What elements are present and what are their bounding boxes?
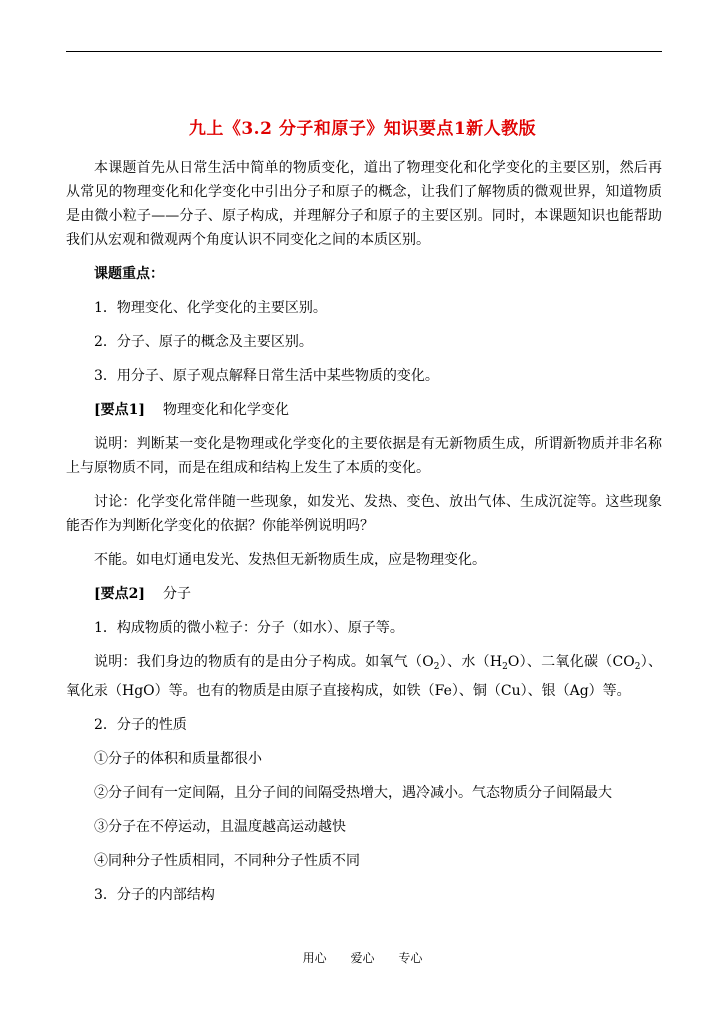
explain-text: ）、氧化汞（HgO）等。也有的物质是由原子直接构成，如铁（Fe）、铜（Cu）、银（Ag）等。 — [66, 654, 663, 699]
header-rule — [66, 51, 662, 52]
property-item: ③分子在不停运动，且温度越高运动越快 — [94, 819, 346, 835]
point2-label: [要点2] — [94, 586, 145, 602]
point1-heading — [66, 398, 662, 422]
key-points-heading: 课题重点： — [94, 266, 164, 282]
point1-explain: 说明：判断某一变化是物理或化学变化的主要依据是有无新物质生成，所谓新物质并非名称上与原物质不同，而是在组成和结构上发生了本质的变化。 — [66, 436, 662, 476]
point2-item2: 2．分子的性质 — [94, 717, 187, 733]
intro-paragraph: 本课题首先从日常生活中简单的物质变化，道出了物理变化和化学变化的主要区别，然后再从常见的物理变化和化学变化中引出分子和原子的概念，让我们了解物质的微观世界，知道物质是由微小粒子——分子、原子构成，并理解分子和原子的主要区别。同时，本课题知识也能帮助我们从宏观和微观两个角度认识不同变化之间的本质区别。 — [66, 160, 662, 248]
page-title: 九上《3.2 分子和原子》知识要点1新人教版 — [188, 119, 537, 139]
point1-discuss: 讨论：化学变化常伴随一些现象，如发光、发热、变色、放出气体、生成沉淀等。这些现象能否作为判断化学变化的依据？你能举例说明吗？ — [66, 494, 662, 534]
footer-text: 专心 — [398, 951, 423, 965]
point2-heading — [66, 582, 662, 606]
page-footer — [0, 949, 725, 966]
footer-text: 用心 — [302, 951, 327, 965]
point2-item3: 3．分子的内部结构 — [94, 887, 215, 903]
point1-label: [要点1] — [94, 402, 145, 418]
document-body — [66, 156, 662, 907]
key-point-item: 3．用分子、原子观点解释日常生活中某些物质的变化。 — [94, 368, 439, 384]
subscript: 2 — [433, 662, 440, 672]
point1-title: 物理变化和化学变化 — [163, 402, 289, 418]
explain-text: 说明：我们身边的物质有的是由分子构成。如氧气（O — [94, 654, 434, 670]
key-point-item: 2．分子、原子的概念及主要区别。 — [94, 334, 313, 350]
point2-item1: 1．构成物质的微小粒子：分子（如水）、原子等。 — [94, 620, 404, 636]
point2-title: 分子 — [163, 586, 191, 602]
key-point-item: 1．物理变化、化学变化的主要区别。 — [94, 300, 327, 316]
point1-answer: 不能。如电灯通电发光、发热但无新物质生成，应是物理变化。 — [94, 552, 486, 568]
subscript: 2 — [502, 662, 508, 672]
property-item: ④同种分子性质相同，不同种分子性质不同 — [94, 853, 360, 869]
property-item: ①分子的体积和质量都很小 — [94, 751, 262, 767]
property-item: ②分子间有一定间隔，且分子间的间隔受热增大，遇冷减小。气态物质分子间隔最大 — [94, 785, 612, 801]
explain-text: ）、水（H — [439, 654, 503, 670]
footer-text: 爱心 — [350, 951, 375, 965]
explain-text: O）、二氧化碳（CO — [507, 654, 635, 670]
point2-explain — [66, 650, 662, 703]
subscript: 2 — [634, 662, 641, 672]
